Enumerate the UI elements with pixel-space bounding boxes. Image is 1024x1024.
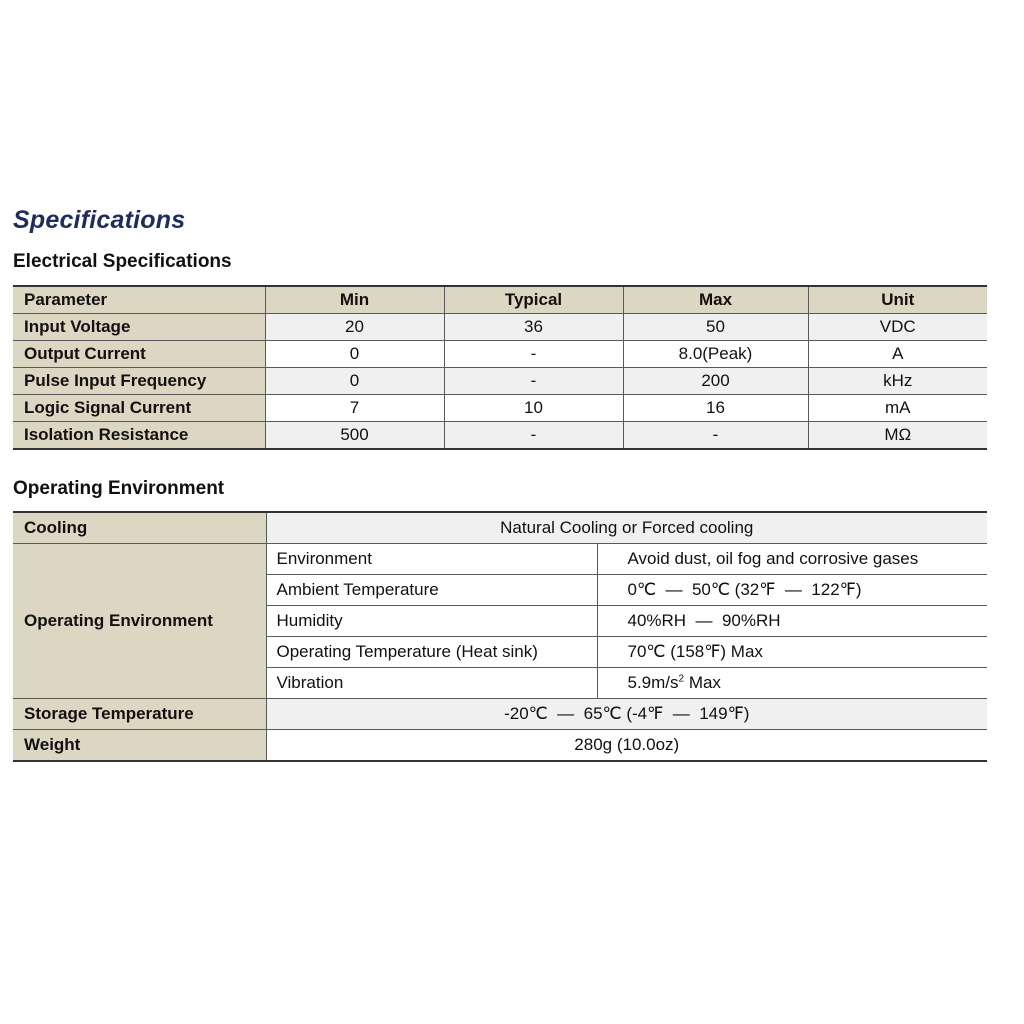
vibration-value: 5.9m/s xyxy=(627,673,679,692)
environment-item-value: 70℃ (158℉) Max xyxy=(597,637,987,668)
max-cell: 8.0(Peak) xyxy=(623,341,808,368)
parameter-cell: Pulse Input Frequency xyxy=(13,368,265,395)
table-row xyxy=(13,341,987,368)
table-row xyxy=(13,512,987,544)
parameter-cell: Output Current xyxy=(13,341,265,368)
table-row xyxy=(13,368,987,395)
page-title: Specifications xyxy=(13,206,186,234)
table-row xyxy=(13,422,987,450)
max-cell: 16 xyxy=(623,395,808,422)
min-cell: 7 xyxy=(265,395,444,422)
environment-item-value: 40%RH — 90%RH xyxy=(597,606,987,637)
unit-cell: VDC xyxy=(808,314,987,341)
operating-environment-heading: Operating Environment xyxy=(13,478,225,499)
min-cell: 20 xyxy=(265,314,444,341)
column-header-unit: Unit xyxy=(808,286,987,314)
column-header-typical: Typical xyxy=(444,286,623,314)
typical-cell: - xyxy=(444,341,623,368)
weight-value: 280g (10.0oz) xyxy=(266,730,987,762)
table-row xyxy=(13,544,987,575)
column-header-max: Max xyxy=(623,286,808,314)
cooling-label: Cooling xyxy=(13,512,266,544)
min-cell: 0 xyxy=(265,341,444,368)
table-row xyxy=(13,699,987,730)
vibration-exponent: 2 xyxy=(678,673,685,685)
typical-cell: - xyxy=(444,368,623,395)
environment-item-name: Environment xyxy=(266,544,597,575)
parameter-cell: Input Voltage xyxy=(13,314,265,341)
typical-cell: - xyxy=(444,422,623,450)
weight-label: Weight xyxy=(13,730,266,762)
electrical-specifications-heading: Electrical Specifications xyxy=(13,251,232,272)
table-row xyxy=(13,730,987,762)
parameter-cell: Isolation Resistance xyxy=(13,422,265,450)
operating-environment-label: Operating Environment xyxy=(13,544,266,699)
environment-item-name: Vibration xyxy=(266,668,597,699)
storage-temperature-label: Storage Temperature xyxy=(13,699,266,730)
unit-cell: mA xyxy=(808,395,987,422)
table-header-row xyxy=(13,286,987,314)
storage-temperature-value: -20℃ — 65℃ (-4℉ — 149℉) xyxy=(266,699,987,730)
typical-cell: 10 xyxy=(444,395,623,422)
unit-cell: kHz xyxy=(808,368,987,395)
cooling-value: Natural Cooling or Forced cooling xyxy=(266,512,987,544)
vibration-suffix: Max xyxy=(684,673,721,692)
environment-item-value: 0℃ — 50℃ (32℉ — 122℉) xyxy=(597,575,987,606)
environment-item-value: Avoid dust, oil fog and corrosive gases xyxy=(597,544,987,575)
environment-item-name: Humidity xyxy=(266,606,597,637)
electrical-specifications-table xyxy=(13,285,987,450)
max-cell: - xyxy=(623,422,808,450)
parameter-cell: Logic Signal Current xyxy=(13,395,265,422)
environment-item-name: Ambient Temperature xyxy=(266,575,597,606)
environment-item-value xyxy=(597,668,987,699)
typical-cell: 36 xyxy=(444,314,623,341)
unit-cell: MΩ xyxy=(808,422,987,450)
column-header-min: Min xyxy=(265,286,444,314)
min-cell: 0 xyxy=(265,368,444,395)
environment-item-name: Operating Temperature (Heat sink) xyxy=(266,637,597,668)
column-header-parameter: Parameter xyxy=(13,286,265,314)
max-cell: 50 xyxy=(623,314,808,341)
table-row xyxy=(13,395,987,422)
unit-cell: A xyxy=(808,341,987,368)
max-cell: 200 xyxy=(623,368,808,395)
table-row xyxy=(13,314,987,341)
min-cell: 500 xyxy=(265,422,444,450)
operating-environment-table xyxy=(13,511,987,762)
